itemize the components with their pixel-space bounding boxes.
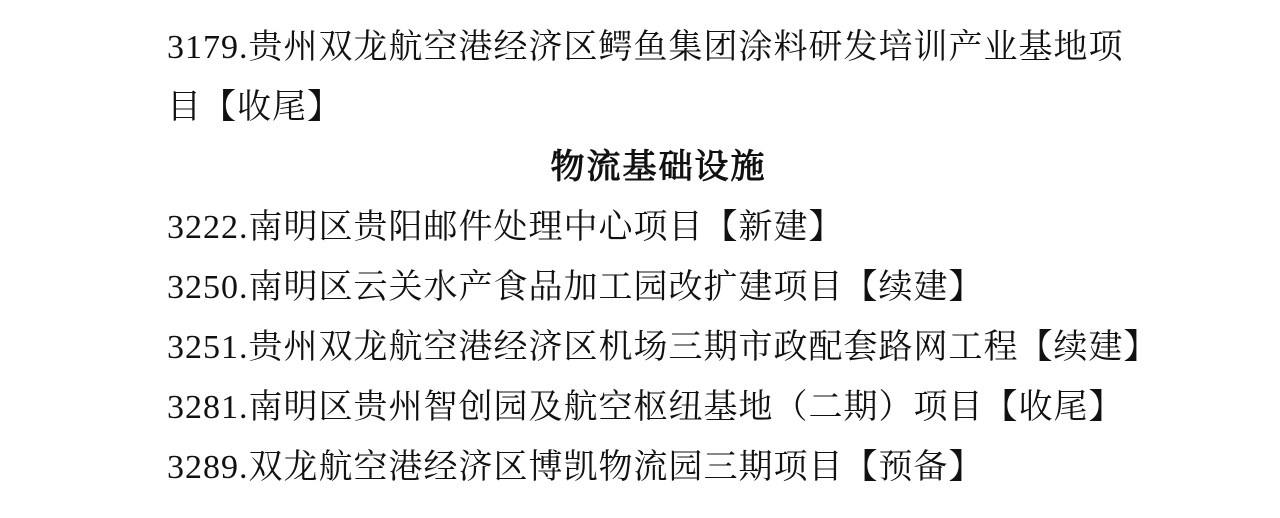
project-item-3250: 3250.南明区云关水产食品加工园改扩建项目【续建】 bbox=[167, 269, 984, 306]
project-item-3281: 3281.南明区贵州智创园及航空枢纽基地（二期）项目【收尾】 bbox=[167, 389, 1124, 426]
section-heading-logistics-infrastructure: 物流基础设施 bbox=[550, 149, 767, 186]
project-item-3251: 3251.贵州双龙航空港经济区机场三期市政配套路网工程【续建】 bbox=[167, 329, 1159, 366]
project-item-3179-line-1: 3179.贵州双龙航空港经济区鳄鱼集团涂料研发培训产业基地项 bbox=[167, 29, 1124, 66]
project-item-3222: 3222.南明区贵阳邮件处理中心项目【新建】 bbox=[167, 209, 844, 246]
project-item-3179-line-2: 目【收尾】 bbox=[167, 89, 342, 126]
project-item-3289: 3289.双龙航空港经济区博凯物流园三期项目【预备】 bbox=[167, 449, 984, 486]
